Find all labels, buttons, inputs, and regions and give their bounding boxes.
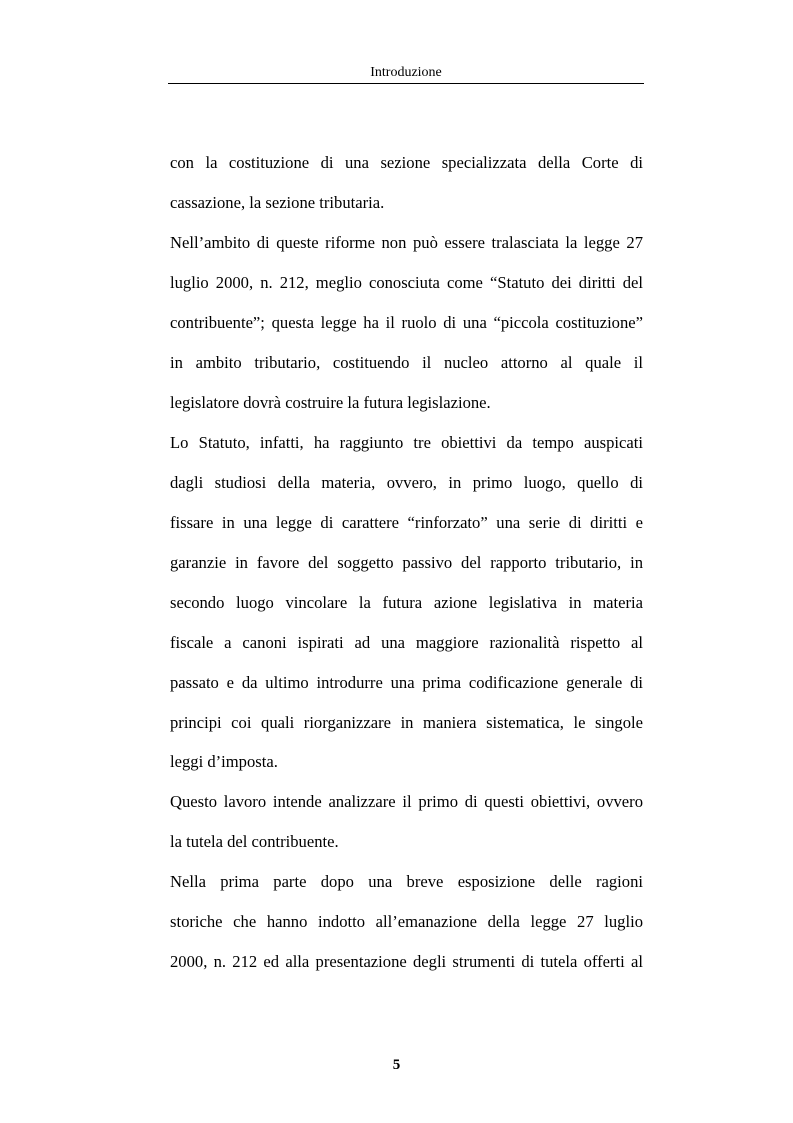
text-line: secondo luogo vincolare la futura azione legislativa in materia (170, 593, 643, 612)
text-line: storiche che hanno indotto all’emanazione della legge 27 luglio (170, 912, 643, 931)
header-rule (168, 83, 644, 84)
text-line: Lo Statuto, infatti, ha raggiunto tre obiettivi da tempo auspicati (170, 433, 643, 452)
text-line: dagli studiosi della materia, ovvero, in primo luogo, quello di (170, 473, 643, 492)
text-line: Nell’ambito di queste riforme non può essere tralasciata la legge 27 (170, 233, 643, 252)
text-line: la tutela del contribuente. (170, 832, 339, 851)
text-line: fissare in una legge di carattere “rinforzato” una serie di diritti e (170, 513, 643, 532)
text-line: cassazione, la sezione tributaria. (170, 193, 385, 212)
page-number: 5 (392, 1057, 401, 1073)
text-line: legislatore dovrà costruire la futura legislazione. (170, 393, 491, 412)
running-header: Introduzione (370, 65, 442, 80)
text-line: 2000, n. 212 ed alla presentazione degli strumenti di tutela offerti al (170, 952, 643, 971)
text-line: passato e da ultimo introdurre una prima codificazione generale di (170, 673, 643, 692)
text-line: leggi d’imposta. (170, 752, 278, 771)
text-line: Questo lavoro intende analizzare il primo di questi obiettivi, ovvero (170, 792, 643, 811)
text-line: fiscale a canoni ispirati ad una maggiore razionalità rispetto al (170, 633, 643, 652)
text-line: con la costituzione di una sezione specializzata della Corte di (170, 153, 643, 172)
text-line: contribuente”; questa legge ha il ruolo di una “piccola costituzione” (170, 313, 643, 332)
text-line: in ambito tributario, costituendo il nucleo attorno al quale il (170, 353, 643, 372)
text-line: principi coi quali riorganizzare in maniera sistematica, le singole (170, 713, 643, 732)
text-line: luglio 2000, n. 212, meglio conosciuta come “Statuto dei diritti del (170, 273, 643, 292)
text-line: garanzie in favore del soggetto passivo del rapporto tributario, in (170, 553, 643, 572)
text-line: Nella prima parte dopo una breve esposizione delle ragioni (170, 872, 643, 891)
